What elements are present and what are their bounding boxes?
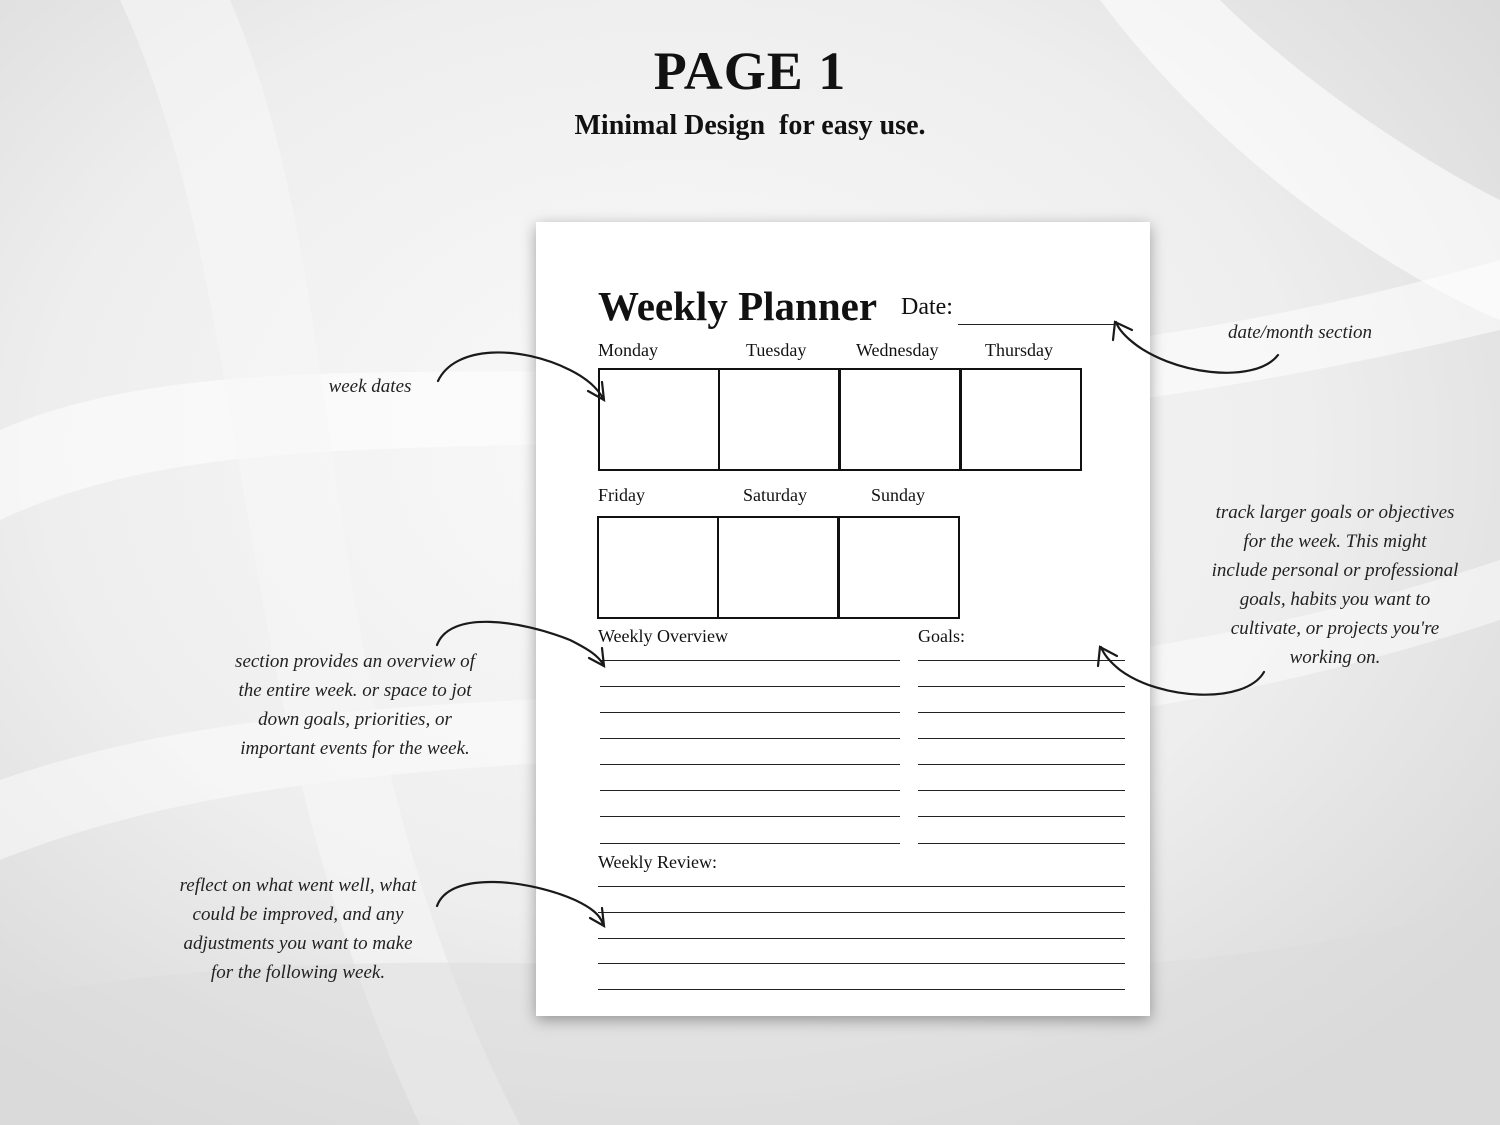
day-box-tuesday[interactable]	[718, 368, 840, 471]
day-label-tuesday: Tuesday	[746, 340, 807, 360]
goals-label: Goals:	[918, 626, 965, 646]
goals-line[interactable]	[918, 660, 1125, 661]
review-line[interactable]	[598, 963, 1125, 964]
annotation-overview-line: section provides an overview of	[235, 651, 475, 672]
annotation-overview	[200, 647, 510, 763]
day-label-saturday: Saturday	[743, 485, 807, 505]
annotation-goals	[1180, 498, 1490, 672]
weekly-review-label: Weekly Review:	[598, 852, 718, 872]
day-label-thursday: Thursday	[985, 340, 1053, 360]
overview-line[interactable]	[600, 843, 900, 844]
annotation-review-line: for the following week.	[210, 962, 386, 983]
date-line[interactable]	[958, 324, 1114, 325]
review-line[interactable]	[598, 938, 1125, 939]
annotation-goals-line: goals, habits you want to	[1239, 589, 1431, 610]
planner-title: Weekly Planner	[598, 283, 878, 329]
goals-line[interactable]	[918, 712, 1125, 713]
annotation-overview-line: the entire week. or space to jot	[238, 680, 472, 701]
goals-line[interactable]	[918, 843, 1125, 844]
review-line[interactable]	[598, 886, 1125, 887]
annotation-overview-line: important events for the week.	[240, 738, 470, 759]
annotation-review	[148, 871, 448, 987]
annotation-goals-line: include personal or professional	[1211, 560, 1459, 581]
annotation-review-line: could be improved, and any	[192, 904, 404, 925]
day-label-monday: Monday	[598, 340, 658, 360]
goals-line[interactable]	[918, 816, 1125, 817]
review-line[interactable]	[598, 989, 1125, 990]
page-heading: PAGE 1	[653, 41, 847, 101]
day-box-wednesday[interactable]	[839, 368, 961, 471]
overview-line[interactable]	[600, 790, 900, 791]
annotation-goals-line: cultivate, or projects you're	[1230, 618, 1440, 639]
day-box-sunday[interactable]	[838, 516, 960, 619]
date-label: Date:	[901, 294, 953, 320]
page-subheading: Minimal Design for easy use.	[574, 110, 926, 141]
overview-line[interactable]	[600, 660, 900, 661]
annotation-goals-line: working on.	[1289, 647, 1381, 668]
goals-line[interactable]	[918, 686, 1125, 687]
overview-line[interactable]	[600, 738, 900, 739]
goals-line[interactable]	[918, 764, 1125, 765]
day-box-friday[interactable]	[597, 516, 719, 619]
planner-sheet	[536, 222, 1150, 1016]
day-box-monday[interactable]	[598, 368, 720, 471]
annotation-review-line: adjustments you want to make	[183, 933, 413, 954]
review-line[interactable]	[598, 912, 1125, 913]
day-label-wednesday: Wednesday	[856, 340, 939, 360]
annotation-review-line: reflect on what went well, what	[179, 875, 417, 896]
weekly-overview-label: Weekly Overview	[598, 626, 728, 646]
annotation-date-month: date/month section	[1227, 322, 1373, 343]
annotation-week-dates: week dates	[328, 376, 412, 397]
goals-line[interactable]	[918, 790, 1125, 791]
day-box-saturday[interactable]	[717, 516, 839, 619]
annotation-goals-line: for the week. This might	[1243, 531, 1427, 552]
annotation-overview-line: down goals, priorities, or	[258, 709, 452, 730]
goals-line[interactable]	[918, 738, 1125, 739]
day-label-sunday: Sunday	[871, 485, 925, 505]
overview-line[interactable]	[600, 764, 900, 765]
day-box-thursday[interactable]	[960, 368, 1082, 471]
overview-line[interactable]	[600, 816, 900, 817]
annotation-goals-line: track larger goals or objectives	[1215, 502, 1455, 523]
overview-line[interactable]	[600, 686, 900, 687]
overview-line[interactable]	[600, 712, 900, 713]
day-label-friday: Friday	[598, 485, 645, 505]
